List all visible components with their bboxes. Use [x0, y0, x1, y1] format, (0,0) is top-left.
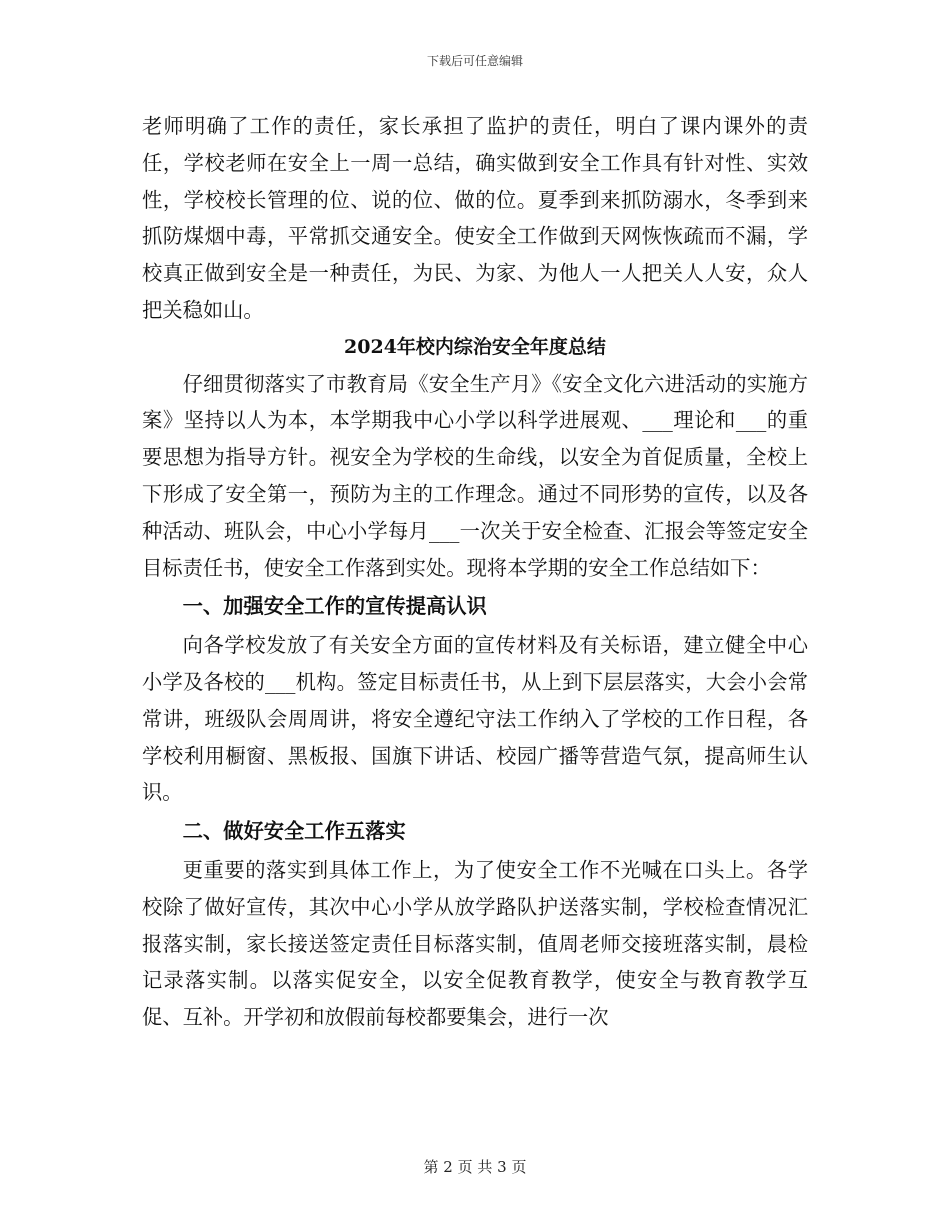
section-heading-1: 一、加强安全工作的宣传提高认识	[182, 594, 487, 619]
paragraph-1: 仔细贯彻落实了市教育局《安全生产月》《安全文化六进活动的实施方案》坚持以人为本，本学期我中心小学以科学进展观、___理论和___的重要思想为指导方针。视安全为学校的生命线，以安全为首促质量，全校上下形成了安全第一，预防为主的工作理念。通过不同形势的宣传，以及各种活动、班队会，中心小学每月___一次关于安全检查、汇报会等签定安全目标责任书，使安全工作落到实处。现将本学期的安全工作总结如下：	[142, 371, 808, 580]
page-number: 第 2 页 共 3 页	[423, 1158, 527, 1176]
section-heading-2: 二、做好安全工作五落实	[182, 819, 406, 844]
document-body	[142, 108, 808, 1036]
paragraph-2: 向各学校发放了有关安全方面的宣传材料及有关标语，建立健全中心小学及各校的___机构。签定目标责任书，从上到下层层落实，大会小会常常讲，班级队会周周讲，将安全遵纪守法工作纳入了学校的工作日程，各学校利用橱窗、黑板报、国旗下讲话、校园广播等营造气氛，提高师生认识。	[142, 633, 808, 805]
paragraph-3: 更重要的落实到具体工作上，为了使安全工作不光喊在口头上。各学校除了做好宣传，其次中心小学从放学路队护送落实制，学校检查情况汇报落实制，家长接送签定责任目标落实制，值周老师交接班落实制，晨检记录落实制。以落实促安全，以安全促教育教学，使安全与教育教学互促、互补。开学初和放假前每校都要集会，进行一次	[142, 857, 808, 1030]
document-title: 2024年校内综治安全年度总结	[344, 335, 606, 358]
intro-paragraph: 老师明确了工作的责任，家长承担了监护的责任，明白了课内课外的责任，学校老师在安全上一周一总结，确实做到安全工作具有针对性、实效性，学校校长管理的位、说的位、做的位。夏季到来抓防溺水，冬季到来抓防煤烟中毒，平常抓交通安全。使安全工作做到天网恢恢疏而不漏，学校真正做到安全是一种责任，为民、为家、为他人一人把关人人安，众人把关稳如山。	[142, 114, 808, 322]
page-header-note: 下载后可任意编辑	[426, 54, 523, 68]
